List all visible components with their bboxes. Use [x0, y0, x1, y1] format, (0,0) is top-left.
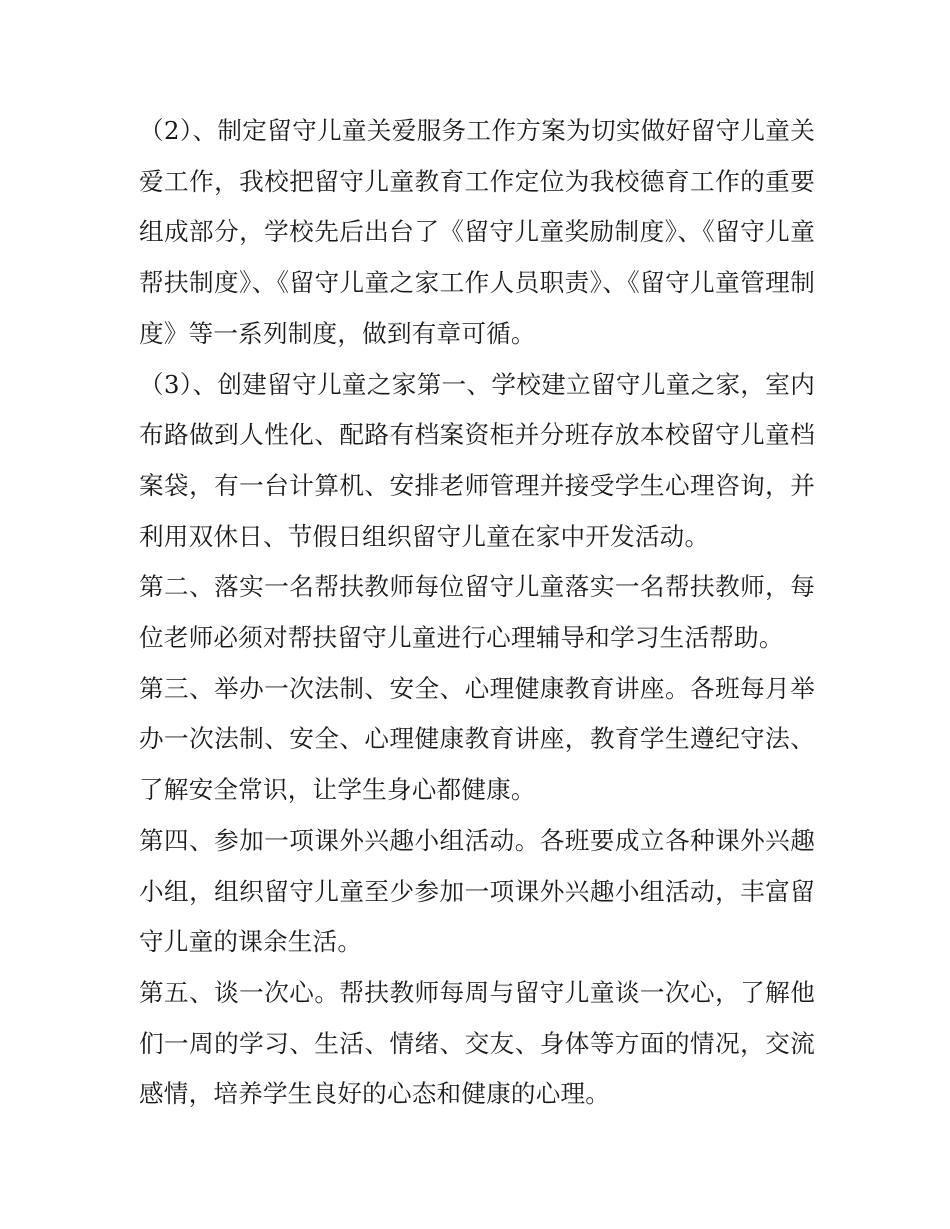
paragraph-care-plan: （2）、制定留守儿童关爱服务工作方案为切实做好留守儿童关爱工作，我校把留守儿童教育工作定位为我校德育工作的重要组成部分，学校先后出台了《留守儿童奖励制度》、《留守儿童帮扶制度》、《留守儿童之家工作人员职责》、《留守儿童管理制度》等一系列制度，做到有章可循。 — [139, 116, 815, 348]
paragraph-children-home: （3）、创建留守儿童之家第一、学校建立留守儿童之家，室内布路做到人性化、配路有档案资柜并分班存放本校留守儿童档案袋，有一台计算机、安排老师管理并接受学生心理咨询，并利用双休日、节假日组织留守儿童在家中开发活动。 — [139, 369, 815, 551]
paragraph-mentor-teacher: 第二、落实一名帮扶教师每位留守儿童落实一名帮扶教师，每位老师必须对帮扶留守儿童进行心理辅导和学习生活帮助。 — [139, 572, 815, 653]
document-body — [139, 106, 815, 1120]
paragraph-heart-talk: 第五、谈一次心。帮扶教师每周与留守儿童谈一次心，了解他们一周的学习、生活、情绪、交友、身体等方面的情况，交流感情，培养学生良好的心态和健康的心理。 — [139, 977, 815, 1109]
paragraph-safety-lecture: 第三、举办一次法制、安全、心理健康教育讲座。各班每月举办一次法制、安全、心理健康教育讲座，教育学生遵纪守法、了解安全常识，让学生身心都健康。 — [139, 673, 815, 805]
paragraph-interest-group: 第四、参加一项课外兴趣小组活动。各班要成立各种课外兴趣小组，组织留守儿童至少参加一项课外兴趣小组活动，丰富留守儿童的课余生活。 — [139, 825, 815, 957]
